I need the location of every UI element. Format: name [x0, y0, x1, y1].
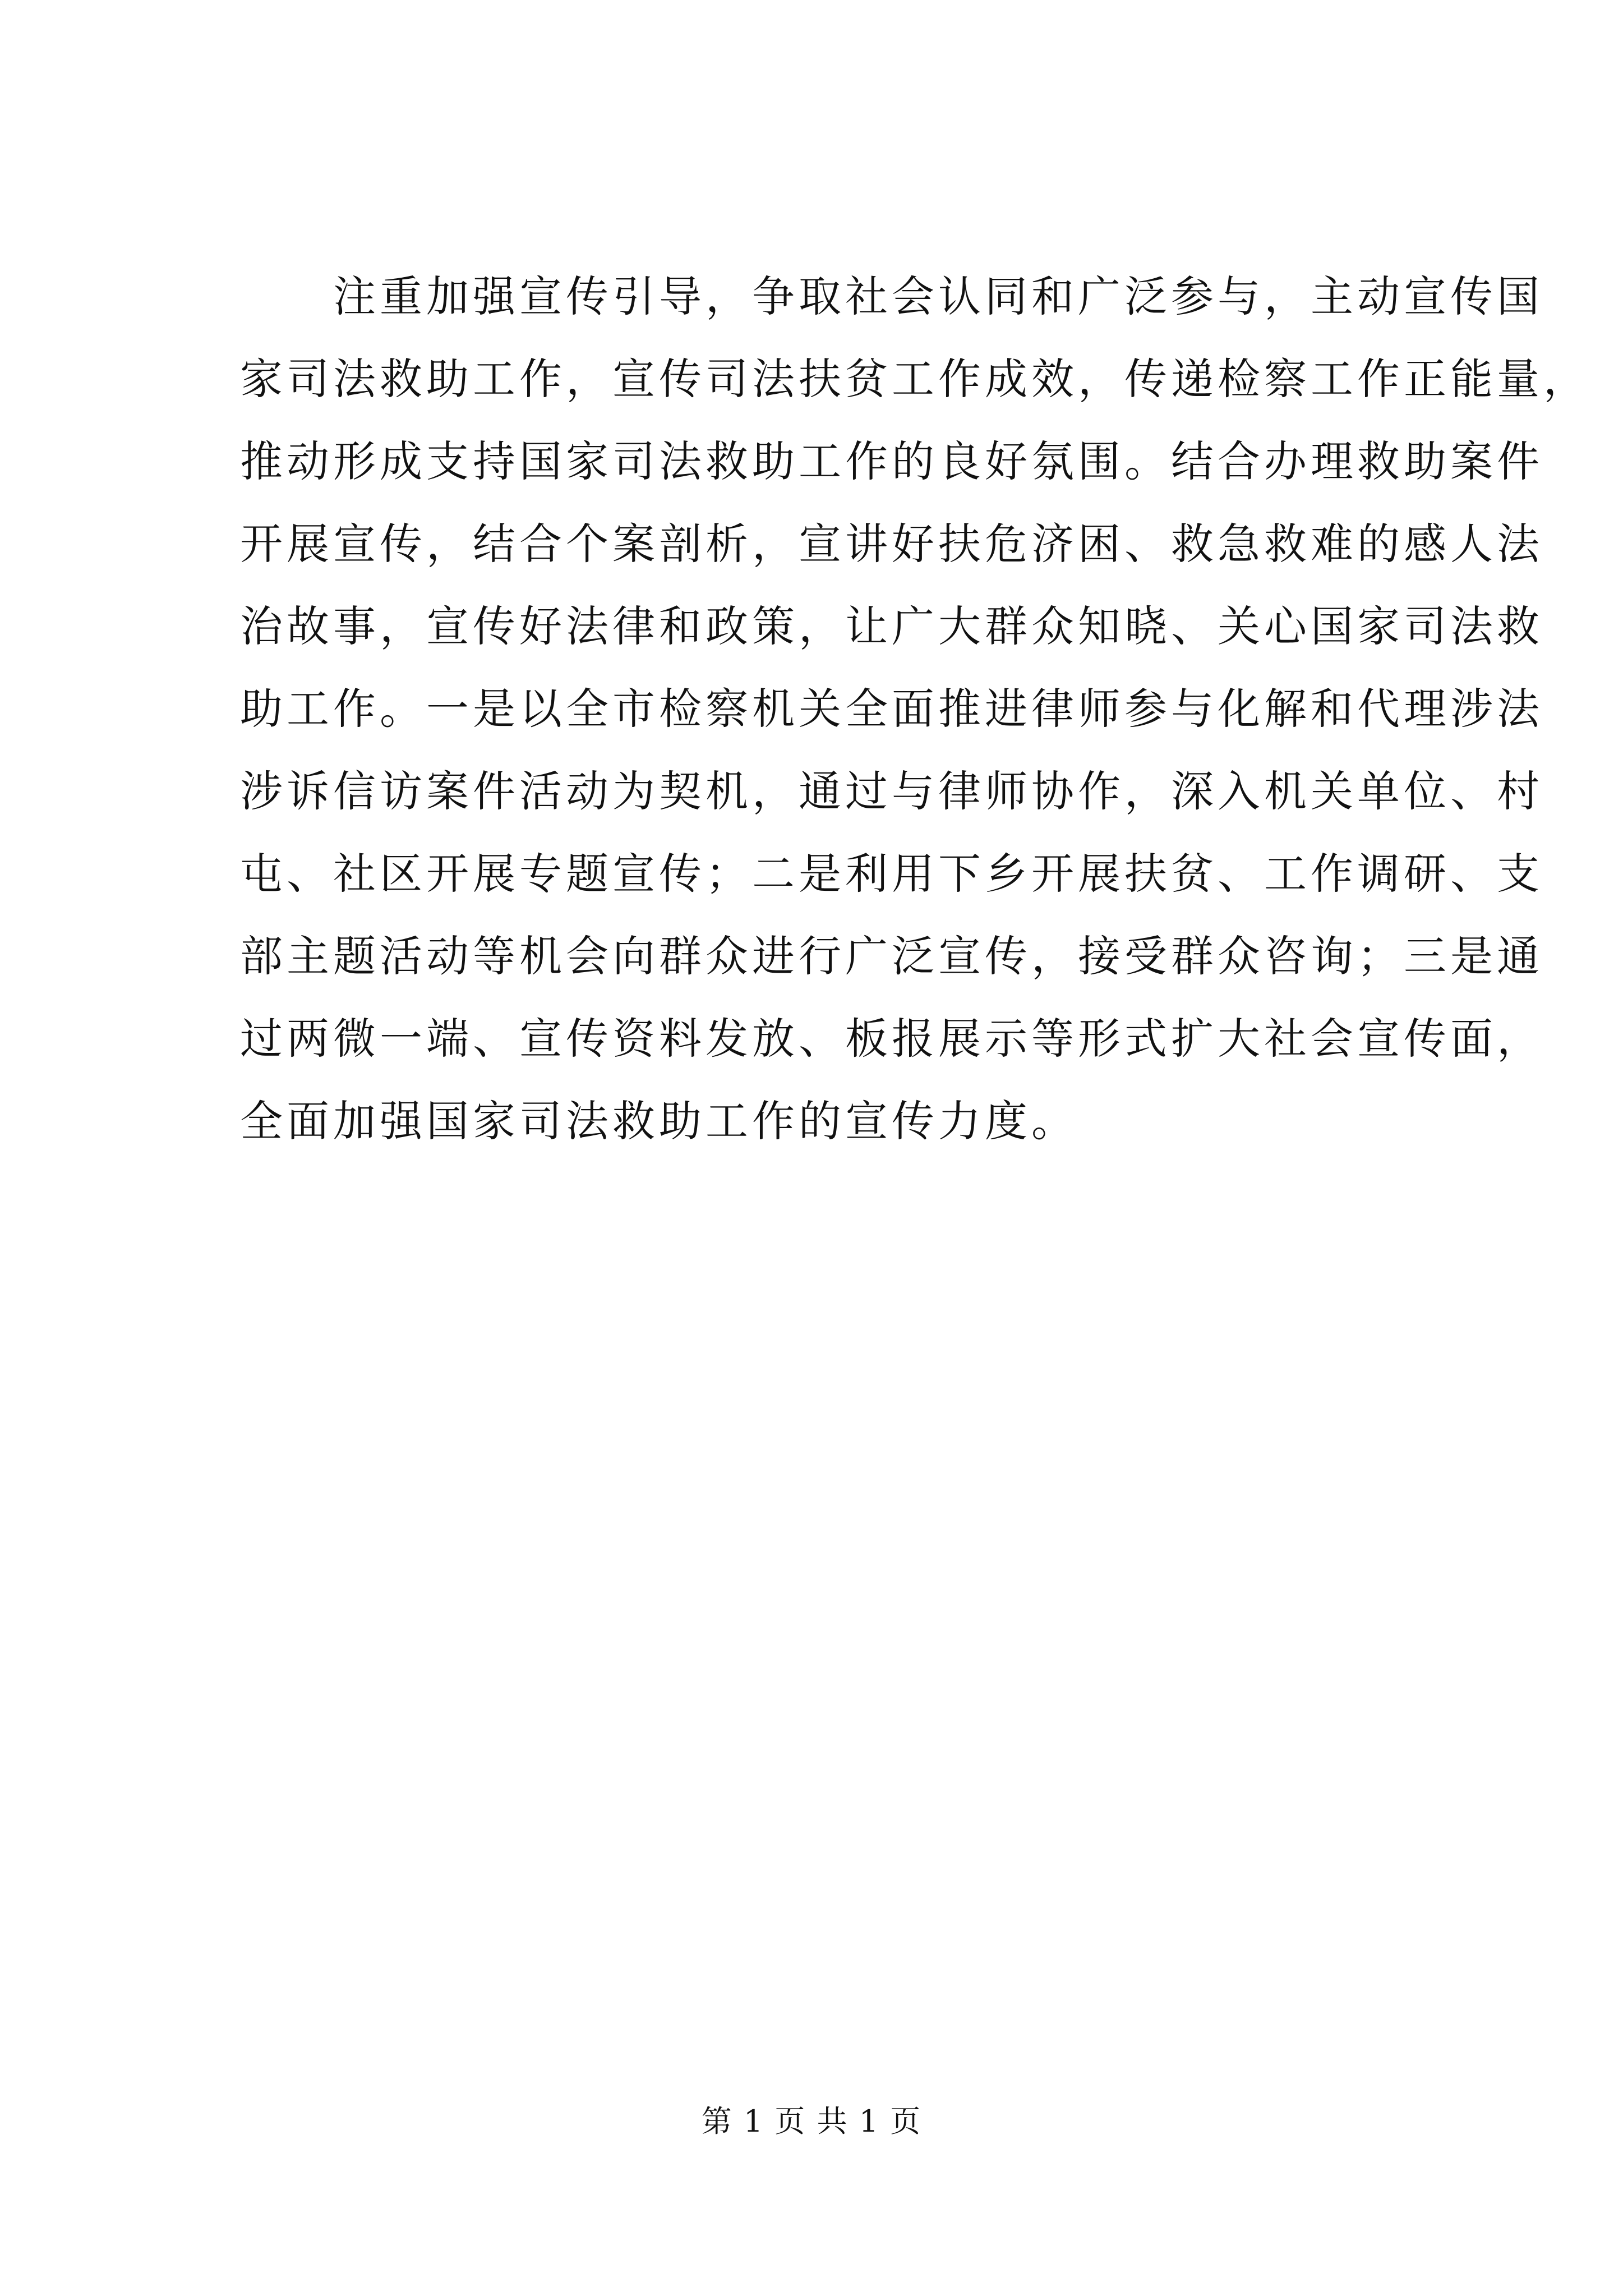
paragraph-line: 涉诉信访案件活动为契机，通过与律师协作，深入机关单位、村: [240, 766, 1543, 816]
paragraph-line: 家司法救助工作，宣传司法扶贫工作成效，传递检察工作正能量，: [240, 354, 1590, 404]
paragraph-line: 过两微一端、宣传资料发放、板报展示等形式扩大社会宣传面，: [240, 1014, 1543, 1064]
paragraph-line: 全面加强国家司法救助工作的宣传力度。: [240, 1096, 1078, 1146]
paragraph-line: 部主题活动等机会向群众进行广泛宣传，接受群众咨询；三是通: [240, 931, 1543, 981]
paragraph-line: 屯、社区开展专题宣传；二是利用下乡开展扶贫、工作调研、支: [240, 849, 1543, 899]
paragraph-line: 推动形成支持国家司法救助工作的良好氛围。结合办理救助案件: [240, 436, 1543, 486]
paragraph-line: 治故事，宣传好法律和政策，让广大群众知晓、关心国家司法救: [240, 601, 1543, 651]
paragraph-line: 注重加强宣传引导，争取社会认同和广泛参与，主动宣传国: [240, 272, 1543, 321]
body-paragraph: [240, 255, 1590, 1162]
page-number-footer: 第 1 页 共 1 页: [701, 2104, 922, 2139]
paragraph-line: 助工作。一是以全市检察机关全面推进律师参与化解和代理涉法: [240, 684, 1543, 734]
paragraph-line: 开展宣传，结合个案剖析，宣讲好扶危济困、救急救难的感人法: [240, 519, 1543, 569]
